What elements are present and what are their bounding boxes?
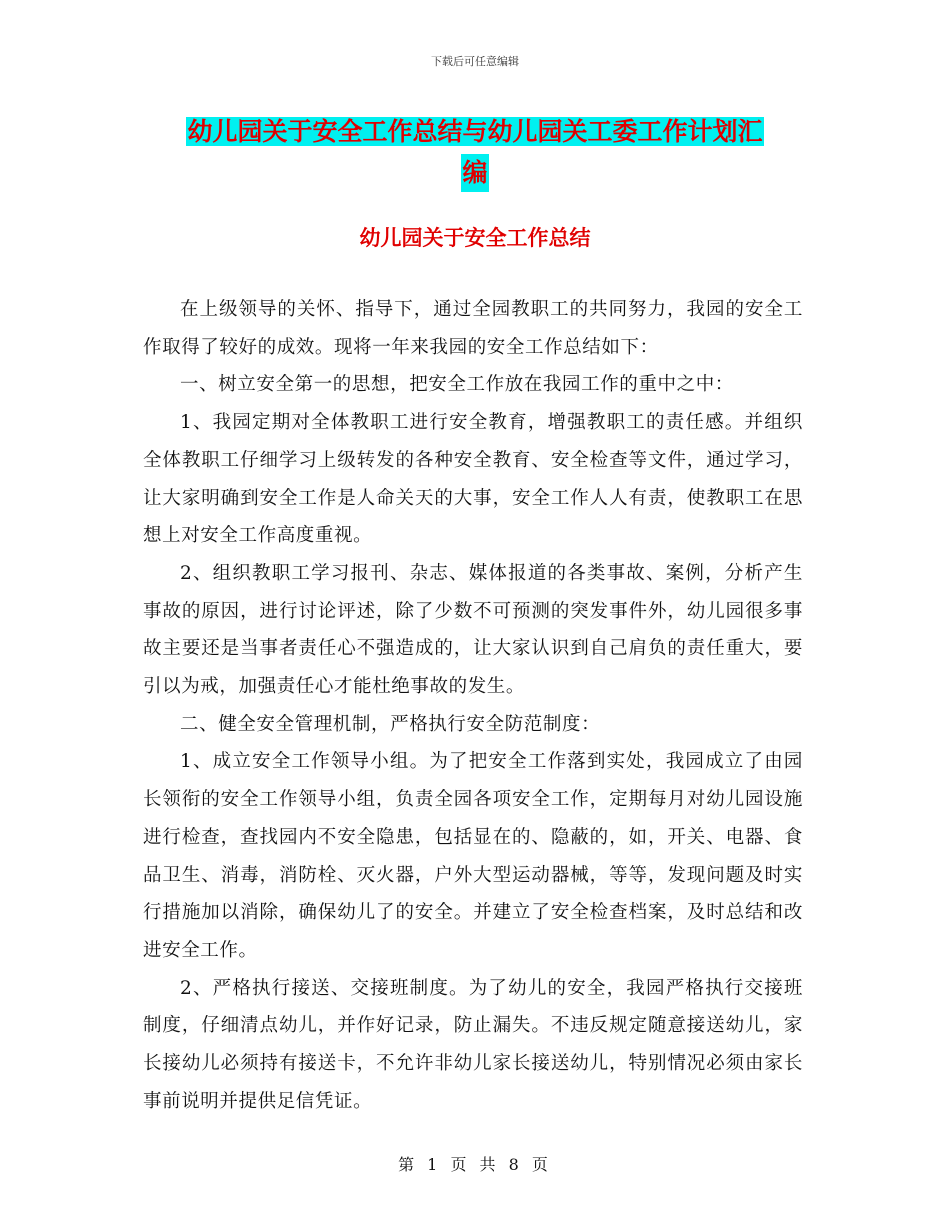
document-title-line1: 幼儿园关于安全工作总结与幼儿园关工委工作计划汇 — [187, 117, 763, 146]
document-title-line2: 编 — [461, 154, 488, 192]
document-title — [0, 113, 950, 192]
document-body — [143, 291, 803, 1120]
section-title: 幼儿园关于安全工作总结 — [359, 226, 591, 250]
paragraph-1-1: 1、我园定期对全体教职工进行安全教育，增强教职工的责任感。并组织全体教职工仔细学习上级转发的各种安全教育、安全检查等文件，通过学习，让大家明确到安全工作是人命关天的大事，安全工作人人有责，使教职工在思想上对安全工作高度重视。 — [143, 412, 803, 547]
page-footer: 第 1 页 共 8 页 — [398, 1155, 552, 1174]
paragraph-heading-1: 一、树立安全第一的思想，把安全工作放在我园工作的重中之中： — [180, 374, 734, 396]
header-note: 下载后可任意编辑 — [431, 55, 519, 68]
paragraph-2-2: 2、严格执行接送、交接班制度。为了幼儿的安全，我园严格执行交接班制度，仔细清点幼儿，并作好记录，防止漏失。不违反规定随意接送幼儿，家长接幼儿必须持有接送卡，不允许非幼儿家长接送幼儿，特别情况必须由家长事前说明并提供足信凭证。 — [143, 977, 803, 1112]
paragraph-intro: 在上级领导的关怀、指导下，通过全园教职工的共同努力，我园的安全工作取得了较好的成效。现将一年来我园的安全工作总结如下： — [143, 299, 803, 358]
paragraph-heading-2: 二、健全安全管理机制，严格执行安全防范制度： — [180, 713, 601, 735]
paragraph-2-1: 1、成立安全工作领导小组。为了把安全工作落到实处，我园成立了由园长领衔的安全工作领导小组，负责全园各项安全工作，定期每月对幼儿园设施进行检查，查找园内不安全隐患，包括显在的、隐蔽的，如，开关、电器、食品卫生、消毒，消防栓、灭火器，户外大型运动器械，等等，发现问题及时实行措施加以消除，确保幼儿了的安全。并建立了安全检查档案，及时总结和改进安全工作。 — [143, 751, 803, 961]
paragraph-1-2: 2、组织教职工学习报刊、杂志、媒体报道的各类事故、案例，分析产生事故的原因，进行讨论评述，除了少数不可预测的突发事件外，幼儿园很多事故主要还是当事者责任心不强造成的，让大家认识到自己肩负的责任重大，要引以为戒，加强责任心才能杜绝事故的发生。 — [143, 562, 803, 698]
